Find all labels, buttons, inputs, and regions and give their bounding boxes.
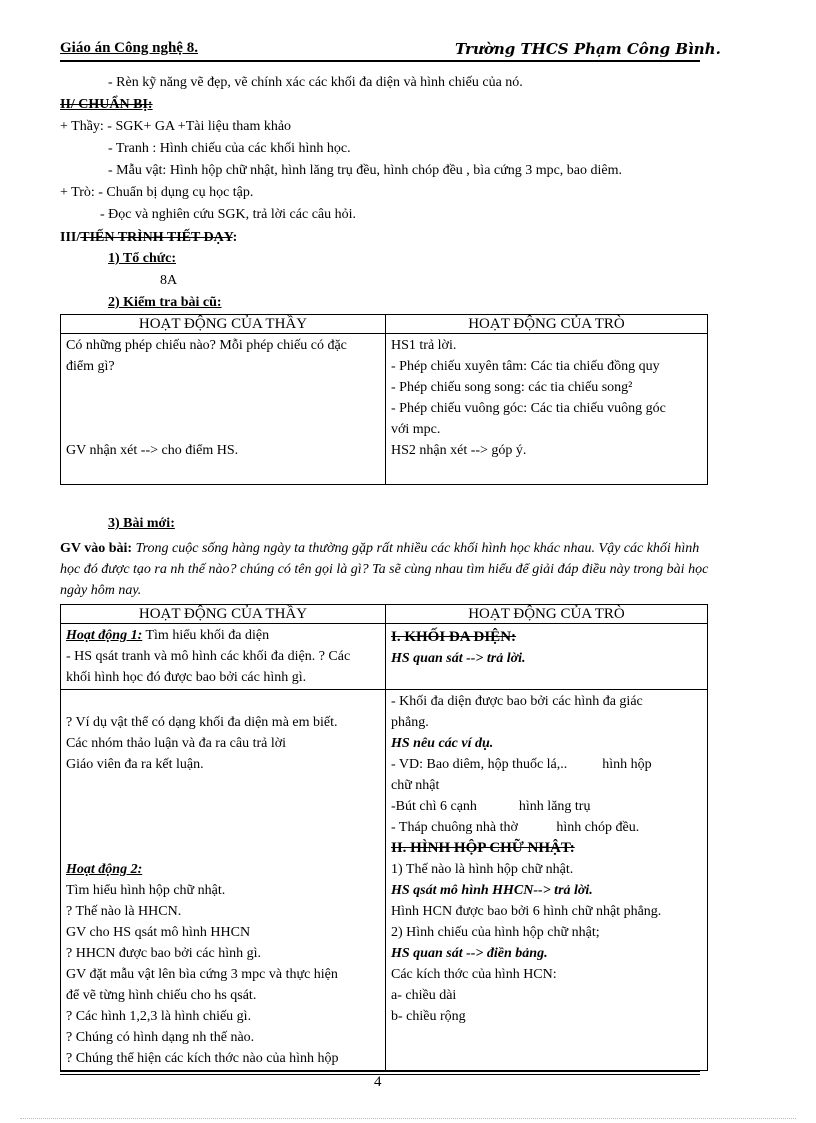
student-cell xyxy=(386,334,708,485)
cell-line: HS2 nhận xét --> góp ý. xyxy=(391,443,527,458)
teacher-prep-samples: - Mẫu vật: Hình hộp chữ nhật, hình lăng trụ đều, hình chóp đều , bìa cứng 3 mpc, bao diêm. xyxy=(108,163,623,178)
cell-line: - Khối đa diện được bao bởi các hình đa giác xyxy=(391,694,643,709)
table-row xyxy=(61,690,708,1071)
section-3-heading xyxy=(60,229,237,247)
cell-line: với mpc. xyxy=(391,422,441,437)
activity-1-title-rest: Tìm hiểu khối đa diện xyxy=(142,628,270,643)
intro-label: GV vào bài: xyxy=(60,541,133,556)
cell-line: Có những phép chiếu nào? Mỗi phép chiếu có đặc xyxy=(66,338,347,353)
page-number: 4 xyxy=(374,1074,382,1090)
cell-line: - Phép chiếu song song: các tia chiếu song² xyxy=(391,380,633,395)
header-left: Giáo án Công nghệ 8. xyxy=(60,40,198,56)
cell-line: b- chiều rộng xyxy=(391,1009,466,1024)
teacher-cell xyxy=(61,690,386,1071)
polyhedron-heading xyxy=(391,627,702,648)
polyhedron-heading-text: I. KHỐI ĐA DIỆN: xyxy=(391,629,517,645)
cell-line xyxy=(66,377,380,398)
page-edge-divider xyxy=(20,1118,796,1119)
student-cell xyxy=(386,690,708,1071)
section-3-prefix: III/ xyxy=(60,230,81,245)
student-observe-line: HS quan sát --> trả lời. xyxy=(391,651,526,666)
cell-line: 2) Hình chiếu của hình hộp chữ nhật; xyxy=(391,925,600,940)
activity-1-title: Hoạt động 1: xyxy=(66,628,143,643)
student-prep-study: - Đọc và nghiên cứu SGK, trả lời các câu hỏi. xyxy=(100,207,357,222)
cell-line: Tìm hiểu hình hộp chữ nhật. xyxy=(66,883,226,898)
cell-line xyxy=(66,398,380,419)
old-lesson-check-heading: 2) Kiểm tra bài cũ: xyxy=(108,295,222,310)
cell-line xyxy=(66,838,380,859)
cell-line: -Bút chì 6 cạnh hình lăng trụ xyxy=(391,799,591,814)
cell-line: ? Chúng thể hiện các kích thớc nào của hình hộp xyxy=(66,1051,339,1066)
cell-line: ? Thế nào là HHCN. xyxy=(66,904,182,919)
cell-line: chữ nhật xyxy=(391,778,440,793)
student-prep-line: + Trò: - Chuẩn bị dụng cụ học tập. xyxy=(60,185,254,200)
intro-text: Trong cuộc sống hàng ngày ta thường gặp rất nhiều các khối hình học khác nhau. Vậy các khối hình học đó được tạo ra nh thế nào? chúng có tên gọi là gì? Ta sẽ cùng nhau tìm hiểu để giải đáp điều này trong bài học ngày hôm nay. xyxy=(60,541,709,598)
cell-line: HS1 trả lời. xyxy=(391,338,457,353)
teacher-prep-line: + Thầy: - SGK+ GA +Tài liệu tham khảo xyxy=(60,119,292,134)
cell-line: phẳng. xyxy=(391,715,429,730)
cell-line xyxy=(66,775,380,796)
cell-line: khối hình học đó được bao bởi các hình gì. xyxy=(66,670,307,685)
cell-line: ? Ví dụ vật thể có dạng khối đa diện mà em biết. xyxy=(66,715,338,730)
header-right: Trường THCS Phạm Công Bình. xyxy=(455,40,721,58)
student-activity-header: HOẠT ĐỘNG CỦA TRÒ xyxy=(386,315,708,334)
teacher-cell xyxy=(61,624,386,690)
student-cell xyxy=(386,624,708,690)
cell-line: - Tháp chuông nhà thờ hình chóp đều. xyxy=(391,820,640,835)
cell-line: Giáo viên đa ra kết luận. xyxy=(66,757,204,772)
cell-line: GV nhận xét --> cho điểm HS. xyxy=(66,443,239,458)
cell-line: a- chiều dài xyxy=(391,988,457,1003)
cell-line: điểm gì? xyxy=(66,359,115,374)
student-examples-line: HS nêu các ví dụ. xyxy=(391,736,494,751)
new-lesson-heading: 3) Bài mới: xyxy=(108,516,175,531)
teacher-activity-header: HOẠT ĐỘNG CỦA THẦY xyxy=(61,315,386,334)
table-row xyxy=(61,334,708,485)
table-header-row xyxy=(61,605,708,624)
student-fill-table-line: HS quan sát --> điền bảng. xyxy=(391,946,548,961)
cell-line: - Phép chiếu xuyên tâm: Các tia chiếu đồng quy xyxy=(391,359,660,374)
cell-line: ? Chúng có hình dạng nh thế nào. xyxy=(66,1030,255,1045)
section-3-suffix: : xyxy=(232,230,238,245)
cell-line xyxy=(66,817,380,838)
organization-heading: 1) Tổ chức: xyxy=(108,251,177,266)
new-lesson-table xyxy=(60,604,708,1071)
intro-paragraph xyxy=(60,538,710,601)
cell-line: GV đặt mẫu vật lên bìa cứng 3 mpc và thực hiện xyxy=(66,967,338,982)
table-row xyxy=(61,624,708,690)
rectangular-box-heading xyxy=(391,838,702,859)
cell-line: 1) Thế nào là hình hộp chữ nhật. xyxy=(391,862,574,877)
activity-1-line xyxy=(66,625,380,646)
class-name: 8A xyxy=(160,273,178,288)
cell-line xyxy=(66,419,380,440)
cell-line: GV cho HS qsát mô hình HHCN xyxy=(66,925,251,940)
rectangular-box-heading-text: II. HÌNH HỘP CHỮ NHẬT: xyxy=(391,840,575,856)
header-rule xyxy=(60,60,700,62)
cell-line: Hình HCN được bao bởi 6 hình chữ nhật phẳng. xyxy=(391,904,662,919)
student-activity-header: HOẠT ĐỘNG CỦA TRÒ xyxy=(386,605,708,624)
cell-line xyxy=(66,796,380,817)
cell-line: để vẽ từng hình chiếu cho hs qsát. xyxy=(66,988,257,1003)
cell-line: ? HHCN được bao bởi các hình gì. xyxy=(66,946,262,961)
skill-line: - Rèn kỹ năng vẽ đẹp, vẽ chính xác các khối đa diện và hình chiếu của nó. xyxy=(108,75,523,90)
old-lesson-table xyxy=(60,314,708,485)
cell-line: Các kích thớc của hình HCN: xyxy=(391,967,557,982)
student-observe-model-line: HS qsát mô hình HHCN--> trả lời. xyxy=(391,883,593,898)
section-2-heading xyxy=(60,96,153,114)
teacher-activity-header: HOẠT ĐỘNG CỦA THẦY xyxy=(61,605,386,624)
section-3-text: TIẾN TRÌNH TIẾT DẠY xyxy=(80,230,233,245)
teacher-cell xyxy=(61,334,386,485)
cell-line: Các nhóm thảo luận và đa ra câu trả lời xyxy=(66,736,287,751)
cell-line: - VD: Bao diêm, hộp thuốc lá,.. hình hộp xyxy=(391,757,652,772)
cell-line: - HS qsát tranh và mô hình các khối đa diện. ? Các xyxy=(66,649,351,664)
activity-2-title: Hoạt động 2: xyxy=(66,862,143,877)
footer-rule-thick xyxy=(60,1070,700,1072)
teacher-prep-pictures: - Tranh : Hình chiếu của các khối hình học. xyxy=(108,141,351,156)
cell-line xyxy=(66,691,380,712)
cell-line: ? Các hình 1,2,3 là hình chiếu gì. xyxy=(66,1009,252,1024)
cell-line: - Phép chiếu vuông góc: Các tia chiếu vuông góc xyxy=(391,401,666,416)
table-header-row xyxy=(61,315,708,334)
section-2-text: II/ CHUẨN BỊ: xyxy=(60,97,153,112)
